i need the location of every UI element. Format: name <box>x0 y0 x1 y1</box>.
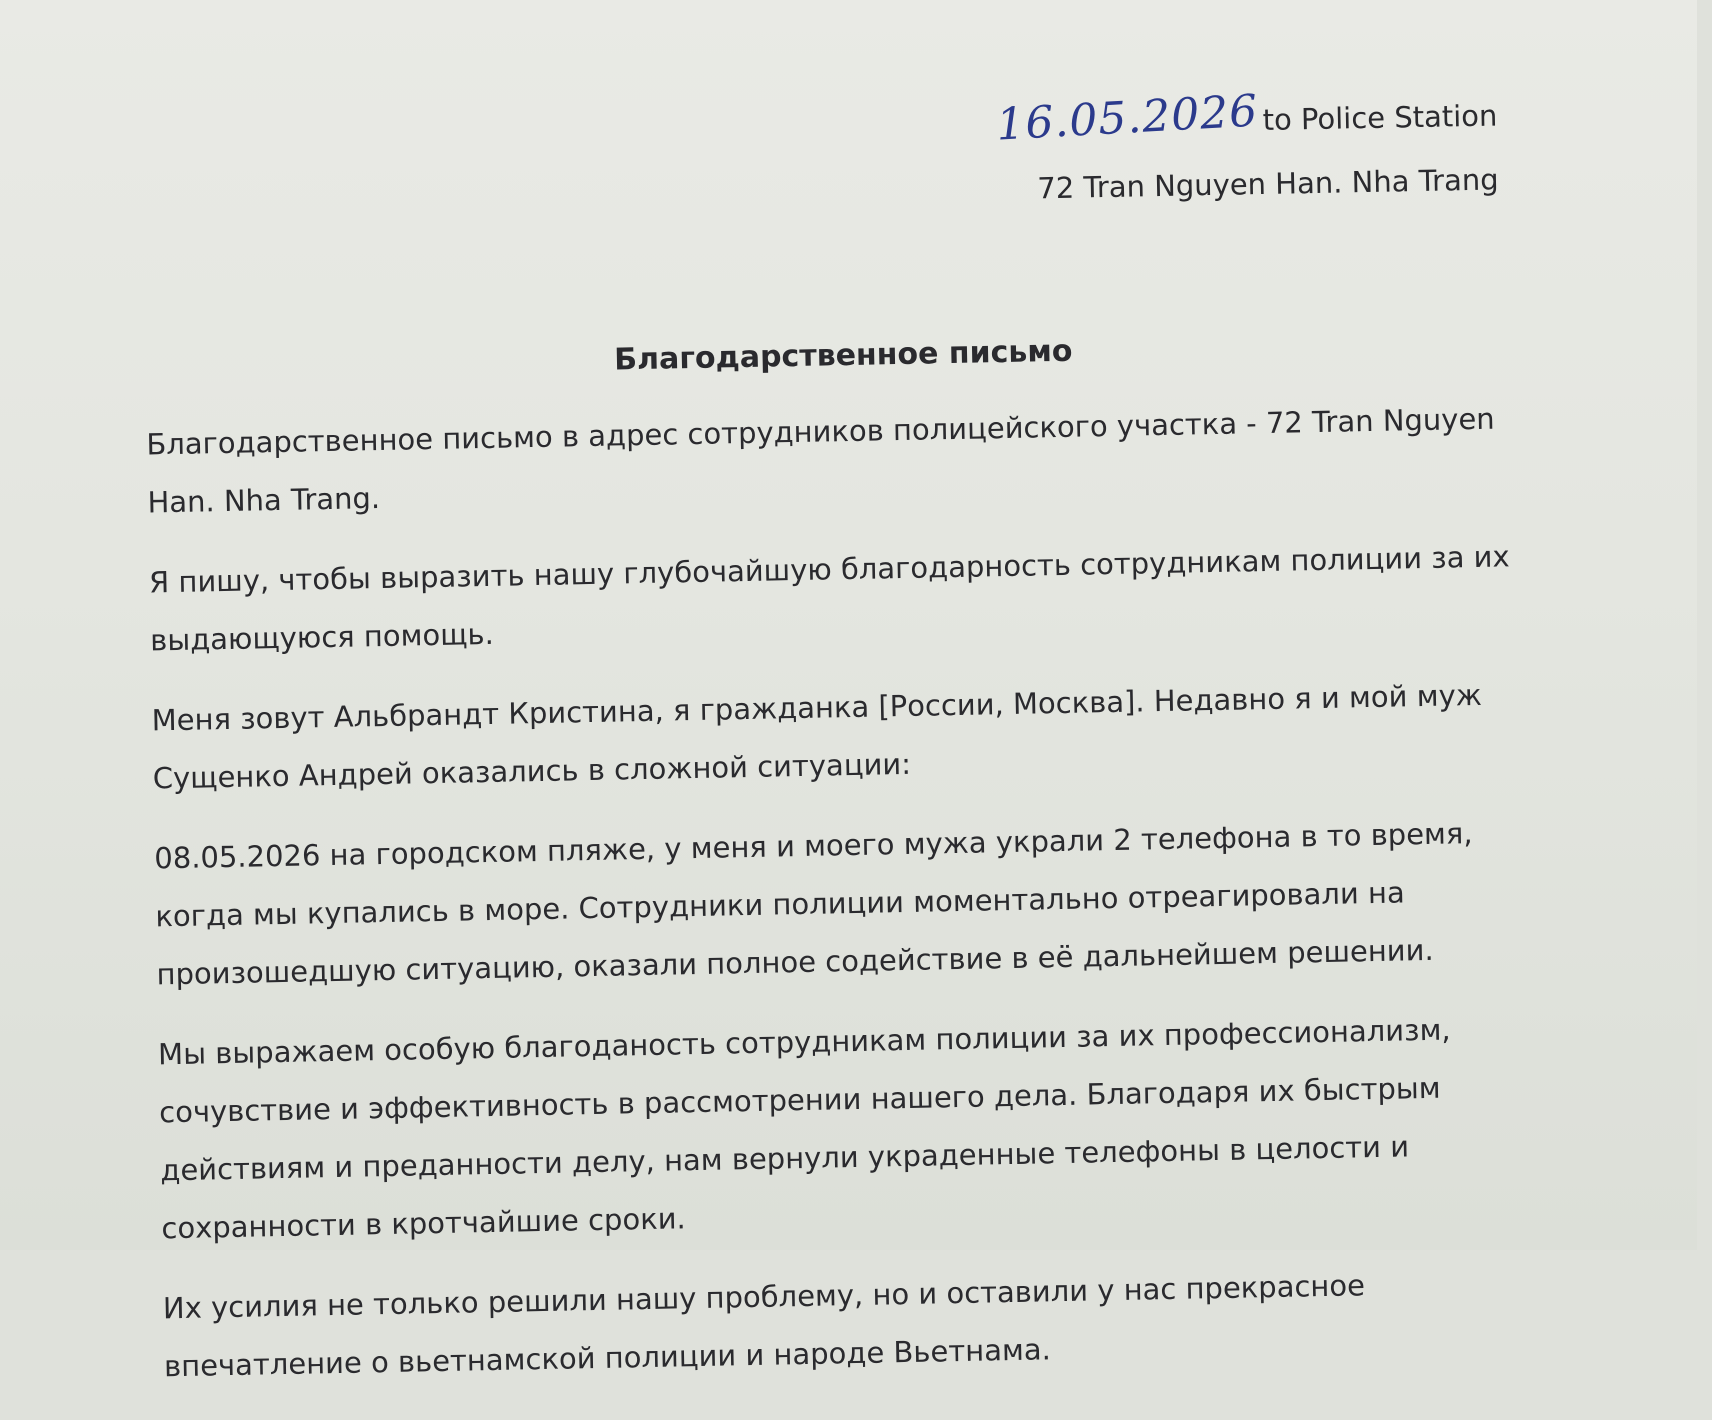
paragraph: Я пишу, чтобы выразить нашу глубочайшую благодарность сотрудникам полиции за их выдающуюся помощь. <box>148 539 1510 658</box>
recipient-line <box>996 79 1498 157</box>
paragraph: Благодарственное письмо в адрес сотрудников полицейского участка - 72 Tran Nguyen Han. Nha Trang. <box>146 401 1495 520</box>
paragraph: Мы выражаем особую благоданость сотрудникам полиции за их профессионализм, сочувствие и эффективность в рассмотрении нашего дела. Благодаря их быстрым действиям и преданности делу, нам вернули украденные телефоны в целости и сохранности в кротчайшие сроки. <box>157 1012 1451 1246</box>
handwritten-date: 16.05.2026 <box>995 85 1260 151</box>
letter-title: Благодарственное письмо <box>613 333 1073 378</box>
letter-header <box>996 79 1499 221</box>
letter-body <box>146 389 1540 1417</box>
paragraph: Их усилия не только решили нашу проблему, но и оставили у нас прекрасное впечатление о вьетнамской полиции и народе Вьетнама. <box>162 1268 1366 1384</box>
recipient-text: to Police Station <box>1262 98 1498 137</box>
paragraph: 08.05.2026 на городском пляже, у меня и моего мужа украли 2 телефона в то время, когда мы купались в море. Сотрудники полиции моментально отреагировали на произошедшую ситуацию, оказали полное содействие в её дальнейшем решении. <box>154 816 1473 992</box>
paragraph: Меня зовут Альбрандт Кристина, я гражданка [России, Москва]. Недавно я и мой муж Сущенко Андрей оказались в сложной ситуации: <box>151 677 1483 796</box>
recipient-address: 72 Tran Nguyen Han. Nha Trang <box>1036 162 1499 206</box>
